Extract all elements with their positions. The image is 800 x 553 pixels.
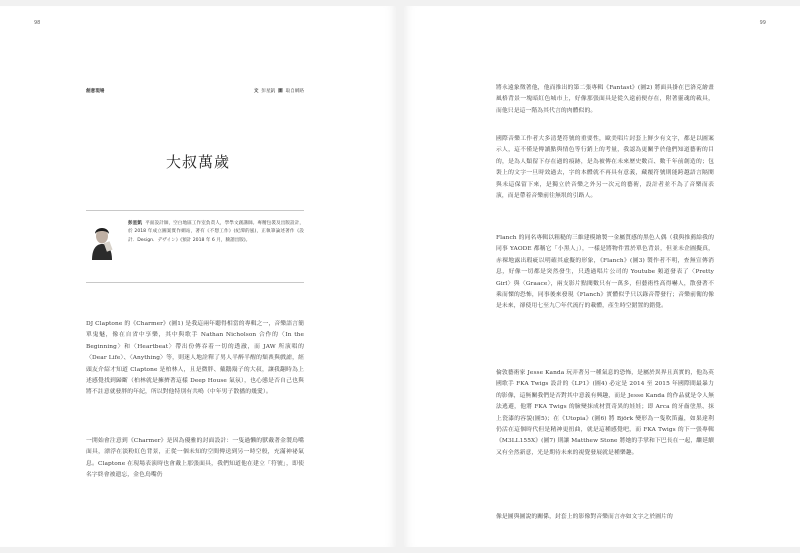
author-portrait	[86, 222, 118, 260]
author-bio	[128, 220, 304, 245]
page-number: 99	[759, 20, 766, 26]
paragraph-text: 國際音樂工作者大多清楚符號的重要性，歐美唱片封套上鮮少有文字，都是以圖案示人，這不僅是傳讀點與情色等行銷上的考量，我認為更關乎於他們知道藝術的目的，是為人類留下存在過的痕跡，是為被傳在未來歷史數百、數千年前創造的；包裝上的文字一旦時效過去，字的本體就不再具有意義，藏覆符號則能跨越語言隔閡與未這保留下來，是獨立於音樂之外另一次元的藝術，設計者並不為了音樂而表演，而是帶着音樂前往無垠的引路人。	[496, 136, 714, 200]
author-block	[86, 218, 304, 282]
paragraph-text: DJ Claptone 的《Charmer》(圖1) 是我這兩年聽得相當的專輯之一，音樂語言簡單鬼魅，像在自省中享樂，其中與歌手 Nathan Nicholson 合作的〈In the Beginning〉和〈Heartbeat〉帶出份傳吞着一切的透澈，而 JAW 所演唱的〈Dear Life〉、〈Anything〉等，則迷人地詮釋了男人半醉半醒的頹喪與戲謔，經頭友介紹才知道 Claptone 是柏林人，且是微胖、戴鵝鬍子的大叔，讓我翻時為上述感覺找到歸斷（柏林就是擁擠著這樣 Deep House 氣氛），也心態是否自己也與將不註意就發胖的年紀，所以對他特別有共鳴（中年男子散播的幾愛）。	[86, 321, 304, 396]
author-bottom-rule	[86, 282, 304, 283]
credit-text-label: 文	[253, 89, 259, 94]
credit-image-label: 圖	[278, 89, 283, 94]
paragraph-text: 像是圖與圖說的關係，封套上的影像對音樂而言亦如文字之於圖片的	[496, 514, 673, 520]
body-paragraph	[496, 83, 714, 117]
author-top-rule	[86, 210, 304, 211]
article-title: 大叔萬歲	[165, 153, 230, 171]
credit-line	[254, 88, 304, 94]
body-paragraph	[496, 512, 714, 523]
body-paragraph	[86, 436, 304, 482]
right-page	[404, 6, 800, 547]
paragraph-text: Flanch 的同名專輯以粗糙的三維建模繪製一金屬質感的黑色人偶（我與推薦給我的同事 YAODE 都稱它「小黑人」），一樣是將物件置於單色背景，但並未企圖擬真，赤裸地露出瑕疵以明確其虛擬的形象，《Flanch》(圖3) 製作者不明，查無宣傳消息，好像一切都是突然發生，只透過唱片公司的 Youtube 頻道發表了〈Pretty Girl〉與〈Graace〉，兩支影片點閱數只有一萬多，但藝術性高得嚇人，散發著不乘而慄的恐怖，同事後來發現《Flanch》實體似乎只以錄音帶發行；音樂前衛的像是未來，卻使用七至九〇年代流行的載體，產生時空錯置的錯覺。	[496, 235, 714, 310]
body-paragraph	[496, 368, 714, 459]
body-paragraph	[496, 233, 714, 313]
left-page	[0, 6, 396, 547]
paragraph-text: 一開始會注意到《Charmer》是因為優雅的封面設計：一隻過懶的獸戴著金製鳥嘴面具，漂浮在淡粉紅色背景，正從一個未知的空間傳送到另一時空般，充滿神祕氣息。Claptone 在現場表演時也會戴上那張面具，我們知道他在建立「符號」，即使名字終會被遺忘，金色鳥嘴仍	[86, 438, 304, 479]
page-number: 98	[34, 20, 41, 26]
paragraph-text: 將永遠象徵著他，他而推出的第二張專輯《Fantast》(圖2) 將面具掛在巴洛克繪畫風格背景一塊暗紅色城市上，好像那張面具是從久遠前便存在，附著靈魂的載具，而他只是這一階為其代言的肉體似的。	[496, 85, 714, 114]
author-bio-text: 平面設計師，空白地區工作室負責人，學學文創講師。專精包裝及出版設計，於 2018 年成立圖案實作網站，著有《不想工作》(紀潭的風)，正執筆論述著作《設計．Design．デザイン》(預計 2018 年 6 月，臉譜出版)。	[128, 221, 304, 243]
author-name: 彭星凱	[128, 221, 143, 226]
credit-writer: 彭星凱	[261, 89, 276, 94]
paragraph-text: 倫敦藝術家 Jesse Kanda 玩弄著另一種氣息的恐怖，是屬於異界且真實的，他為英國歌手 FKA Twigs 設計的《LP1》(圖4) 必定是 2014 至 2015 年國際間最暴力的影像，這無關我們是否對其中意義有興趣，而是 Jesse Kanda 的作品就是令人無法逃避，他將 FKA Twigs 的臉變抹成材質奇異的娃娃；即 Arca 的牙齒塗黑、抹上瓷漆的容貌(圖5)；在《Utopia》(圖6) 將 Björk 變形為一隻吹笛蟲，如果達利仍活在這個時代但是精神更扭曲，就是這種感覺吧，而 FKA Twigs 的下一張專輯《M3LL155X》(圖7) 則讓 Matthew Stone 將她的手掌和下巴長在一起，繼延續又有全然新意，光是期待未來的視覺發展就是種樂趣。	[496, 370, 714, 456]
section-label: 創意現場	[86, 89, 105, 94]
body-paragraph	[496, 134, 714, 202]
body-paragraph	[86, 319, 304, 399]
credit-image-source: 取自網路	[285, 89, 304, 94]
